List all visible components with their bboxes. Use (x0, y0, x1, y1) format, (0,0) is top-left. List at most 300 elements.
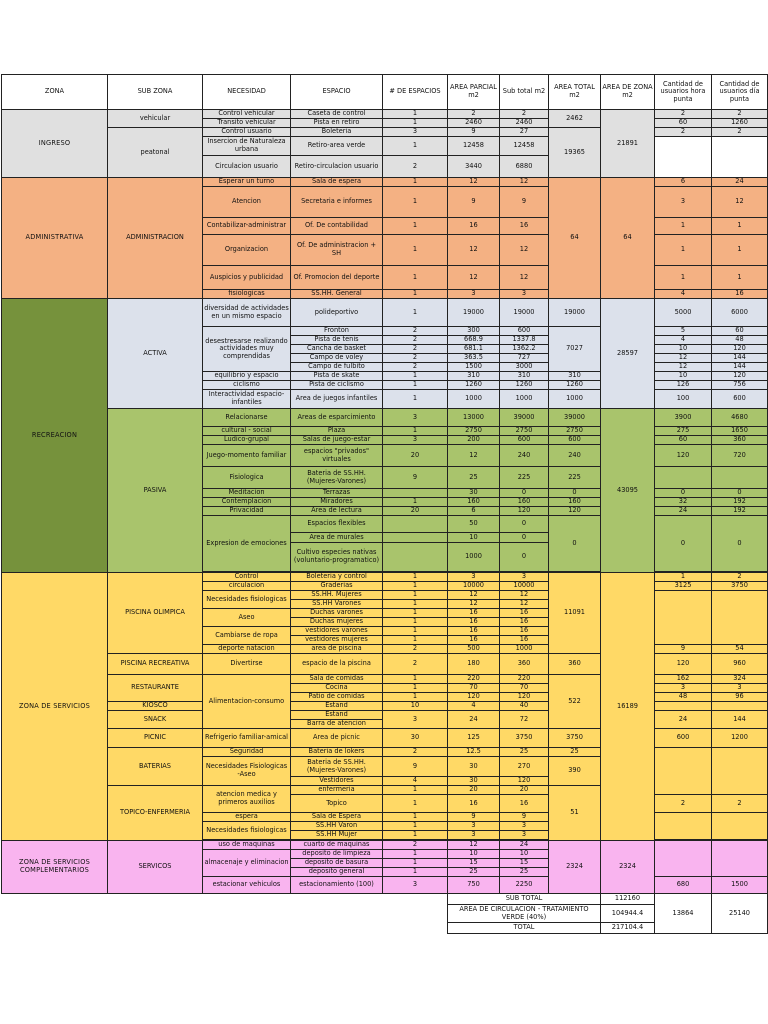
cell-espacio: Pista de skate (291, 372, 383, 381)
cell-count: 1 (383, 573, 448, 582)
cell-subtotal: 160 (500, 498, 549, 507)
cell-count (383, 516, 448, 533)
cell-users-day: 1650 (712, 427, 768, 436)
cell-count: 20 (383, 507, 448, 516)
cell-users-hour: 126 (655, 381, 712, 390)
cell-area-total: 360 (549, 654, 601, 675)
cell-count: 1 (383, 290, 448, 299)
cell-users-hour: 5 (655, 327, 712, 336)
subzone-pasiva: PASIVA (108, 409, 203, 573)
cell-area-total: 64 (549, 178, 601, 299)
cell-area-parcial: 9 (448, 813, 500, 822)
cell-subtotal: 39000 (500, 409, 549, 427)
cell-count: 1 (383, 609, 448, 618)
cell-empty (655, 137, 712, 178)
architectural-program-table (1, 74, 768, 934)
cell-necesidad: desestresarse realizando actividades muy comprendidas (203, 327, 291, 372)
cell-espacio: vestidores mujeres (291, 636, 383, 645)
cell-users-day: 600 (712, 390, 768, 409)
cell-area-parcial: 3 (448, 573, 500, 582)
summary-row (2, 894, 768, 905)
cell-area-parcial: 25 (448, 467, 500, 489)
subzone-servicos: SERVICOS (108, 841, 203, 894)
cell-area-parcial: 10000 (448, 582, 500, 591)
cell-users-day: 1260 (712, 119, 768, 128)
cell-subtotal: 16 (500, 218, 549, 235)
cell-count: 2 (383, 156, 448, 178)
cell-necesidad: Cambiarse de ropa (203, 627, 291, 645)
cell-area-parcial: 681.1 (448, 345, 500, 354)
cell-users-hour: 6 (655, 178, 712, 187)
cell-count: 3 (383, 877, 448, 894)
cell-espacio: Vestidores (291, 777, 383, 786)
cell-necesidad: Atencion (203, 187, 291, 218)
cell-area-parcial: 200 (448, 436, 500, 445)
cell-count: 2 (383, 327, 448, 336)
cell-count: 1 (383, 187, 448, 218)
cell-subtotal: 12458 (500, 137, 549, 156)
cell-necesidad: Fisiologica (203, 467, 291, 489)
cell-blank (2, 894, 448, 905)
header-row (2, 75, 768, 110)
cell-users-day: 2 (712, 110, 768, 119)
cell-count: 1 (383, 675, 448, 684)
subtotal-value: 112160 (601, 894, 655, 905)
cell-subtotal: 360 (500, 654, 549, 675)
cell-area-parcial: 13000 (448, 409, 500, 427)
cell-count: 1 (383, 218, 448, 235)
summary-row (2, 923, 768, 934)
header-users-hour: Cantidad de usuarios hora punta (655, 75, 712, 110)
cell-subtotal: 1362.2 (500, 345, 549, 354)
cell-area-zona: 21891 (601, 110, 655, 178)
cell-count: 1 (383, 390, 448, 409)
cell-users-day: 1 (712, 266, 768, 290)
cell-necesidad: equilibrio y espacio (203, 372, 291, 381)
cell-espacio: Area de picnic (291, 729, 383, 748)
cell-subtotal: 12 (500, 591, 549, 600)
cell-area-parcial: 30 (448, 489, 500, 498)
cell-espacio: Topico (291, 795, 383, 813)
cell-espacio: Of. De administracion + SH (291, 235, 383, 266)
cell-subtotal: 120 (500, 693, 549, 702)
cell-area-parcial: 12 (448, 178, 500, 187)
cell-area-parcial: 25 (448, 868, 500, 877)
cell-area-parcial: 15 (448, 859, 500, 868)
cell-necesidad: Interactividad espacio-infantiles (203, 390, 291, 409)
cell-area-parcial: 1000 (448, 390, 500, 409)
cell-area-parcial: 19000 (448, 299, 500, 327)
cell-area-parcial: 160 (448, 498, 500, 507)
cell-count: 9 (383, 757, 448, 777)
cell-users-day: 0 (712, 516, 768, 572)
cell-count: 2 (383, 354, 448, 363)
cell-subtotal: 2250 (500, 877, 549, 894)
cell-users-day: 192 (712, 507, 768, 516)
cell-subtotal: 19000 (500, 299, 549, 327)
cell-area-total: 3750 (549, 729, 601, 748)
cell-users-hour: 275 (655, 427, 712, 436)
cell-count: 1 (383, 831, 448, 840)
subzone-picnic: PICNIC (108, 729, 203, 748)
cell-necesidad: Organizacion (203, 235, 291, 266)
cell-area-parcial: 12 (448, 591, 500, 600)
cell-count: 1 (383, 627, 448, 636)
cell-area-zona: 64 (601, 178, 655, 299)
cell-area-total: 39000 (549, 409, 601, 427)
zone-ingreso: INGRESO (2, 110, 108, 178)
cell-area-parcial: 120 (448, 693, 500, 702)
cell-area-parcial: 12 (448, 235, 500, 266)
cell-espacio: Pista de ciclismo (291, 381, 383, 390)
zone-administrativa: ADMINISTRATIVA (2, 178, 108, 299)
cell-area-parcial: 16 (448, 795, 500, 813)
cell-espacio: Bateria de lokers (291, 748, 383, 757)
cell-count (383, 533, 448, 543)
subzone-activa: ACTIVA (108, 299, 203, 409)
total-value: 217104.4 (601, 923, 655, 934)
cell-users-hour: 4 (655, 290, 712, 299)
cell-count: 1 (383, 813, 448, 822)
cell-count: 1 (383, 868, 448, 877)
cell-users-day: 1 (712, 235, 768, 266)
cell-blank (2, 905, 448, 923)
cell-necesidad: Meditacion (203, 489, 291, 498)
cell-count: 1 (383, 636, 448, 645)
cell-area-parcial: 20 (448, 786, 500, 795)
cell-necesidad: almacenaje y eliminacion (203, 850, 291, 877)
cell-users-day: 2 (712, 573, 768, 582)
cell-empty (655, 702, 712, 711)
cell-empty (712, 813, 768, 840)
cell-espacio: Of. De contabilidad (291, 218, 383, 235)
cell-area-zona: 43095 (601, 409, 655, 573)
cell-count: 2 (383, 841, 448, 850)
cell-necesidad: Aseo (203, 609, 291, 627)
cell-users-hour: 2 (655, 795, 712, 813)
cell-subtotal: 2460 (500, 119, 549, 128)
cell-espacio: Barra de atencion (291, 720, 383, 729)
cell-users-hour: 1 (655, 573, 712, 582)
cell-espacio: espacio de la piscina (291, 654, 383, 675)
cell-users-day: 3750 (712, 582, 768, 591)
cell-users-day: 1 (712, 218, 768, 235)
cell-area-total: 310 (549, 372, 601, 381)
zone-complementarios: ZONA DE SERVICIOS COMPLEMENTARIOS (2, 841, 108, 894)
header-zona: ZONA (2, 75, 108, 110)
cell-espacio: Estand (291, 702, 383, 711)
cell-espacio: Area de juegos infantiles (291, 390, 383, 409)
cell-subtotal: 1337.8 (500, 336, 549, 345)
cell-espacio: Caseta de control (291, 110, 383, 119)
cell-users-hour: 120 (655, 445, 712, 467)
cell-count: 3 (383, 711, 448, 729)
cell-subtotal: 12 (500, 235, 549, 266)
cell-area-total: 19365 (549, 128, 601, 178)
cell-espacio: Area de murales (291, 533, 383, 543)
cell-subtotal: 2750 (500, 427, 549, 436)
cell-users-day: 324 (712, 675, 768, 684)
cell-espacio: Terrazas (291, 489, 383, 498)
cell-espacio: Area de lectura (291, 507, 383, 516)
cell-users-hour: 0 (655, 489, 712, 498)
cell-users-day: 756 (712, 381, 768, 390)
users-day-total: 25140 (712, 894, 768, 934)
cell-count: 1 (383, 427, 448, 436)
cell-area-parcial: 1000 (448, 543, 500, 572)
subzone-piscina-recreativa: PISCINA RECREATIVA (108, 654, 203, 675)
cell-area-parcial: 125 (448, 729, 500, 748)
cell-subtotal: 120 (500, 507, 549, 516)
cell-subtotal: 1260 (500, 381, 549, 390)
cell-count: 1 (383, 850, 448, 859)
table-row (2, 178, 768, 187)
cell-empty (655, 813, 712, 840)
cell-subtotal: 40 (500, 702, 549, 711)
cell-blank (2, 923, 448, 934)
cell-count: 1 (383, 235, 448, 266)
cell-users-day: 96 (712, 693, 768, 702)
cell-espacio: Fronton (291, 327, 383, 336)
cell-area-total: 600 (549, 436, 601, 445)
cell-area-total: 2324 (549, 841, 601, 894)
cell-subtotal: 1000 (500, 390, 549, 409)
cell-count: 4 (383, 777, 448, 786)
cell-users-hour: 60 (655, 119, 712, 128)
cell-necesidad: Esperar un turno (203, 178, 291, 187)
cell-necesidad: Juego-momento familiar (203, 445, 291, 467)
cell-area-parcial: 750 (448, 877, 500, 894)
cell-subtotal: 0 (500, 533, 549, 543)
users-hour-total: 13864 (655, 894, 712, 934)
cell-subtotal: 0 (500, 516, 549, 533)
cell-count: 10 (383, 702, 448, 711)
cell-subtotal: 3 (500, 831, 549, 840)
cell-necesidad: Control usuario (203, 128, 291, 137)
cell-area-zona: 28597 (601, 299, 655, 409)
cell-area-parcial: 30 (448, 777, 500, 786)
cell-area-parcial: 1500 (448, 363, 500, 372)
cell-area-total: 0 (549, 489, 601, 498)
cell-area-total: 19000 (549, 299, 601, 327)
cell-count (383, 489, 448, 498)
cell-area-parcial: 12458 (448, 137, 500, 156)
cell-espacio: estacionamiento (100) (291, 877, 383, 894)
cell-users-day: 48 (712, 336, 768, 345)
cell-subtotal: 15 (500, 859, 549, 868)
cell-espacio: Campo de voley (291, 354, 383, 363)
cell-count: 1 (383, 822, 448, 831)
cell-area-zona: 2324 (601, 841, 655, 894)
cell-espacio: Miradores (291, 498, 383, 507)
subzone-baterias: BATERIAS (108, 748, 203, 786)
cell-area-parcial: 3 (448, 290, 500, 299)
cell-subtotal: 12 (500, 178, 549, 187)
cell-subtotal: 16 (500, 795, 549, 813)
cell-users-day: 720 (712, 445, 768, 467)
cell-empty (655, 841, 712, 877)
cell-count: 1 (383, 693, 448, 702)
cell-count: 1 (383, 795, 448, 813)
cell-users-hour: 9 (655, 645, 712, 654)
cell-area-parcial: 10 (448, 850, 500, 859)
cell-area-total: 390 (549, 757, 601, 786)
subzone-kiosco: KIOSCO (108, 702, 203, 711)
cell-subtotal: 225 (500, 467, 549, 489)
cell-espacio: Retiro-circulacion usuario (291, 156, 383, 178)
cell-espacio: Bateria de SS.HH. (Mujeres-Varones) (291, 467, 383, 489)
cell-espacio: deposito de basura (291, 859, 383, 868)
cell-necesidad: Insercion de Naturaleza urbana (203, 137, 291, 156)
header-necesidad: NECESIDAD (203, 75, 291, 110)
cell-espacio: Secretaria e informes (291, 187, 383, 218)
cell-espacio: cuarto de maquinas (291, 841, 383, 850)
cell-count: 20 (383, 445, 448, 467)
cell-subtotal: 270 (500, 757, 549, 777)
cell-users-day: 12 (712, 187, 768, 218)
cell-empty (655, 467, 712, 489)
cell-necesidad: Relacionarse (203, 409, 291, 427)
cell-users-day: 144 (712, 354, 768, 363)
cell-area-parcial: 16 (448, 627, 500, 636)
cell-necesidad: diversidad de actividades en un mismo espacio (203, 299, 291, 327)
subzone-administracion: ADMINISTRACION (108, 178, 203, 299)
cell-users-day: 192 (712, 498, 768, 507)
cell-espacio: Cocina (291, 684, 383, 693)
cell-users-hour: 2 (655, 128, 712, 137)
cell-users-hour: 60 (655, 436, 712, 445)
cell-area-parcial: 12 (448, 600, 500, 609)
cell-subtotal: 24 (500, 841, 549, 850)
cell-count: 1 (383, 372, 448, 381)
total-label: TOTAL (448, 923, 601, 934)
cell-empty (712, 702, 768, 711)
cell-area-parcial: 16 (448, 618, 500, 627)
table-row (2, 110, 768, 119)
cell-subtotal: 3 (500, 822, 549, 831)
cell-users-day: 2 (712, 128, 768, 137)
cell-area-parcial: 70 (448, 684, 500, 693)
cell-area-parcial: 16 (448, 636, 500, 645)
cell-area-parcial: 363.5 (448, 354, 500, 363)
zone-recreacion: RECREACION (2, 299, 108, 573)
cell-empty (712, 137, 768, 178)
subzone-peatonal: peatonal (108, 128, 203, 178)
cell-espacio: Espacios flexibles (291, 516, 383, 533)
cell-users-hour: 680 (655, 877, 712, 894)
cell-users-hour: 100 (655, 390, 712, 409)
cell-area-zona: 16189 (601, 573, 655, 841)
cell-necesidad: estacionar vehiculos (203, 877, 291, 894)
cell-area-total: 225 (549, 467, 601, 489)
cell-necesidad: Ludico-grupal (203, 436, 291, 445)
cell-empty (712, 841, 768, 877)
cell-espacio: Of. Promocion del deporte (291, 266, 383, 290)
cell-empty (712, 591, 768, 645)
cell-espacio: SS.HH Varones (291, 600, 383, 609)
cell-necesidad: circulacion (203, 582, 291, 591)
cell-subtotal: 9 (500, 813, 549, 822)
subzone-restaurante: RESTAURANTE (108, 675, 203, 702)
cell-area-total: 25 (549, 748, 601, 757)
cell-necesidad: Seguridad (203, 748, 291, 757)
cell-espacio: espacios "privados" virtuales (291, 445, 383, 467)
cell-subtotal: 10000 (500, 582, 549, 591)
cell-area-parcial: 6 (448, 507, 500, 516)
cell-area-parcial: 310 (448, 372, 500, 381)
cell-espacio: Sala de comidas (291, 675, 383, 684)
cell-users-day: 144 (712, 711, 768, 729)
cell-count: 1 (383, 381, 448, 390)
circulation-value: 104944.4 (601, 905, 655, 923)
cell-subtotal: 12 (500, 266, 549, 290)
cell-subtotal: 0 (500, 543, 549, 572)
cell-count: 2 (383, 748, 448, 757)
cell-necesidad: Transito vehicular (203, 119, 291, 128)
cell-count: 1 (383, 178, 448, 187)
cell-espacio: Boleteria y control (291, 573, 383, 582)
cell-necesidad: deporte natacion (203, 645, 291, 654)
cell-subtotal: 9 (500, 187, 549, 218)
cell-users-hour: 1 (655, 235, 712, 266)
cell-count: 1 (383, 684, 448, 693)
cell-espacio: deposito general (291, 868, 383, 877)
circulation-label: AREA DE CIRCULACION - TRATAMIENTO VERDE (40%) (448, 905, 601, 923)
cell-necesidad: atencion medica y primeros auxilios (203, 786, 291, 813)
cell-users-day: 16 (712, 290, 768, 299)
cell-area-parcial: 16 (448, 218, 500, 235)
cell-users-hour: 10 (655, 345, 712, 354)
cell-users-day: 0 (712, 489, 768, 498)
cell-count: 1 (383, 582, 448, 591)
cell-area-parcial: 12 (448, 841, 500, 850)
cell-users-day: 1500 (712, 877, 768, 894)
cell-users-day: 960 (712, 654, 768, 675)
cell-subtotal: 16 (500, 627, 549, 636)
header-espacio: ESPACIO (291, 75, 383, 110)
cell-area-total: 51 (549, 786, 601, 841)
cell-espacio: vestidores varones (291, 627, 383, 636)
cell-users-hour: 2 (655, 110, 712, 119)
cell-subtotal: 1000 (500, 645, 549, 654)
cell-area-total: 2462 (549, 110, 601, 128)
cell-users-hour: 162 (655, 675, 712, 684)
cell-necesidad: Necesidades fisiologicas (203, 591, 291, 609)
cell-users-hour: 3125 (655, 582, 712, 591)
summary-row (2, 905, 768, 923)
cell-espacio: SS.HH Varon (291, 822, 383, 831)
cell-area-parcial: 220 (448, 675, 500, 684)
cell-necesidad: Alimentacion-consumo (203, 675, 291, 729)
header-sub-total: Sub total m2 (500, 75, 549, 110)
cell-empty (655, 748, 712, 795)
cell-users-day: 1200 (712, 729, 768, 748)
cell-subtotal: 220 (500, 675, 549, 684)
cell-area-total: 522 (549, 675, 601, 729)
cell-espacio: Pista de tenis (291, 336, 383, 345)
table-row (2, 841, 768, 850)
cell-espacio: Plaza (291, 427, 383, 436)
cell-count: 2 (383, 645, 448, 654)
cell-area-parcial: 50 (448, 516, 500, 533)
cell-espacio: SS.HH. General (291, 290, 383, 299)
cell-espacio: Sala de espera (291, 178, 383, 187)
cell-area-parcial: 300 (448, 327, 500, 336)
cell-area-parcial: 12 (448, 266, 500, 290)
cell-subtotal: 120 (500, 777, 549, 786)
cell-area-total: 240 (549, 445, 601, 467)
cell-subtotal: 2 (500, 110, 549, 119)
